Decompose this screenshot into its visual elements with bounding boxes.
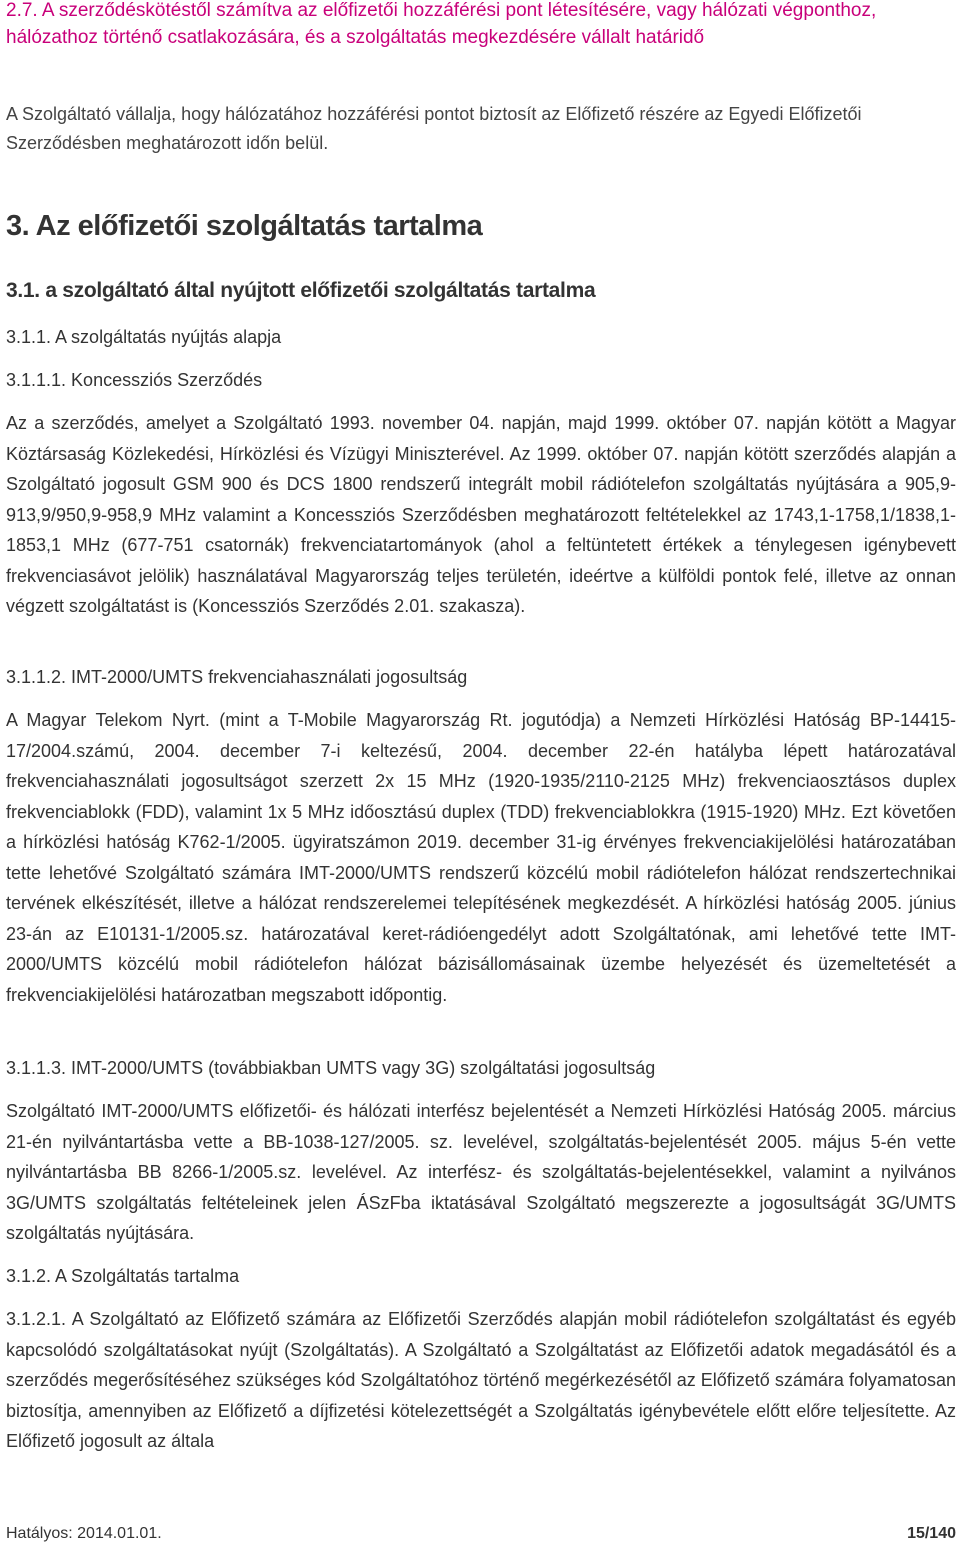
section-2-7-heading: 2.7. A szerződéskötéstől számítva az előfizetői hozzáférési pont létesítésére, vagy hálózati végponthoz, hálózathoz történő csatlakozására, és a szolgáltatás megkezdésére vállalt határidő [6,0,877,48]
section-3-1-heading: 3.1. a szolgáltató által nyújtott előfizetői szolgáltatás tartalma [6,279,596,302]
section-3-heading: 3. Az előfizetői szolgáltatás tartalma [6,210,483,242]
subsection-3-1-1-3-title: 3.1.1.3. IMT-2000/UMTS (továbbiakban UMTS vagy 3G) szolgáltatási jogosultság [6,1058,656,1078]
subsection-3-1-1-2-title: 3.1.1.2. IMT-2000/UMTS frekvenciahasználati jogosultság [6,667,468,687]
paragraph-3-1-1-1: Az a szerződés, amelyet a Szolgáltató 1993. november 04. napján, majd 1999. október 07. napján kötött a Magyar Köztársaság Közlekedési, Hírközlési és Vízügyi Miniszterével. Az 1999. október 07. napján kötött szerződés alapján a Szolgáltató jogosult GSM 900 és DCS 1800 rendszerű integrált mobil rádiótelefon szolgáltatás nyújtására a 905,9-913,9/950,9-958,9 MHz valamint a Koncessziós Szerződésben meghatározott feltételekkel az 1743,1-1758,1/1838,1-1853,1 MHz (677-751 csatornák) frekvenciatartományok (ahol a feltüntetett értékek a ténylegesen igénybevett frekvenciasávot jelölik) használatával Magyarország teljes területén, ideértve a külföldi pontok felé, illetve az onnan végzett szolgáltatást is (Koncessziós Szerződés 2.01. szakasza). [6,413,956,616]
footer-effective-date: Hatályos: 2014.01.01. [6,1525,162,1542]
paragraph-3-1-1-3: Szolgáltató IMT-2000/UMTS előfizetői- és hálózati interfész bejelentését a Nemzeti Hírközlési Hatóság 2005. március 21-én nyilvántartásba vette a BB-1038-127/2005. sz. levelével, szolgáltatás-bejelentését 2005. május 5-én vette nyilvántartásba BB 8266-1/2005.sz. levelével. Az interfész- és szolgáltatás-bejelentésekkel, valamint a nyilvános 3G/UMTS szolgáltatás feltételeinek jelen ÁSzFba iktatásával Szolgáltató megszerezte a jogosultságát 3G/UMTS szolgáltatás nyújtására. [6,1101,956,1243]
subsection-3-1-1-1-title: 3.1.1.1. Koncessziós Szerződés [6,370,263,390]
footer-page-number: 15/140 [907,1525,956,1542]
paragraph-3-1-2-1: 3.1.2.1. A Szolgáltató az Előfizető számára az Előfizetői Szerződés alapján mobil rádiótelefon szolgáltatást és egyéb kapcsolódó szolgáltatásokat nyújt (Szolgáltatás). A Szolgáltató a Szolgáltatást az Előfizetői adatok megadásától és a szerződés megerősítéséhez szükséges kód Szolgáltatóhoz történő megérkezésétől az Előfizető számára folyamatosan biztosítja, amennyiben az Előfizető a díjfizetési kötelezettségét a Szolgáltatás igénybevétele előtt előre teljesítette. Az Előfizető jogosult az általa [6,1309,956,1451]
section-2-7-body: A Szolgáltató vállalja, hogy hálózatához hozzáférési pontot biztosít az Előfizető részére az Egyedi Előfizetői Szerződésben meghatározott időn belül. [6,104,862,153]
subsection-3-1-1-title: 3.1.1. A szolgáltatás nyújtás alapja [6,327,282,347]
subsection-3-1-2-title: 3.1.2. A Szolgáltatás tartalma [6,1266,240,1286]
paragraph-3-1-1-2: A Magyar Telekom Nyrt. (mint a T-Mobile Magyarország Rt. jogutódja) a Nemzeti Hírközlési Hatóság BP-14415-17/2004.számú, 2004. december 7-i keltezésű, 2004. december 22-én hatályba lépett határozatával frekvenciahasználati jogosultságot szerzett 2x 15 MHz (1920-1935/2110-2125 MHz) frekvenciaosztásos duplex frekvenciablokk (FDD), valamint 1x 5 MHz időosztású duplex (TDD) frekvenciablokkra (1915-1920) MHz. Ezt követően a hírközlési hatóság K762-1/2005. ügyiratszámon 2019. december 31-ig érvényes frekvenciakijelölési határozatában tette lehetővé Szolgáltató számára IMT-2000/UMTS rendszerű közcélú mobil rádiótelefon hálózat rendszertechnikai tervének elkészítését, illetve a hálózat rendszerelemei telepítésének megkezdését. A hírközlési hatóság 2005. június 23-án az E10131-1/2005.sz. határozatával keret-rádióengedélyt adott Szolgáltatónak, ami lehetővé tette IMT-2000/UMTS közcélú mobil rádiótelefon hálózat bázisállomásainak üzembe helyezését és üzemeltetését a frekvenciakijelölési határozatban megszabott időpontig. [6,710,956,1005]
